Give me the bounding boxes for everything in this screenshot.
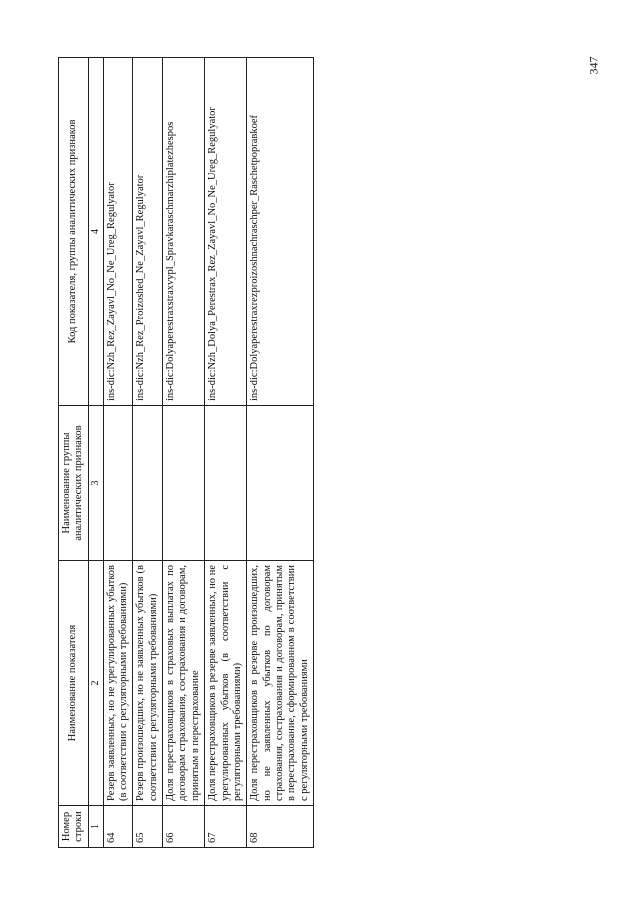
column-number: 3 [88,406,103,561]
table-header-row [59,58,89,848]
group-name [205,406,247,561]
header-indicator-name: Наименование показателя [59,561,89,806]
indicator-name: Резерв заявленных, но не урегулированных убытков (в соответствии с регуляторными требованиями) [103,561,133,806]
row-number: 64 [103,806,133,848]
page-number: 347 [586,56,601,75]
column-number: 1 [88,806,103,848]
indicator-code: ins-dic:Nzh_Dolya_Perestrax_Rez_Zayavl_No_Ne_Ureg_Regulyator [205,58,247,406]
table-row [205,58,247,848]
rotated-page-content [58,58,358,848]
indicator-code: ins-dic:Dolyaperestraxstraxvypl_Spravkaraschmarzhiplatezhespos [163,58,205,406]
group-name [247,406,314,561]
group-name [133,406,163,561]
table-row [103,58,133,848]
column-number: 2 [88,561,103,806]
indicator-table [58,57,314,848]
indicator-code: ins-dic:Nzh_Rez_Zayavl_No_Ne_Ureg_Regulyator [103,58,133,406]
column-number: 4 [88,58,103,406]
indicator-name: Доля перестраховщиков в резерве заявленных, но не урегулированных убытков (в соответствии с регуляторными требованиями) [205,561,247,806]
header-group-name: Наименование группы аналитических признаков [59,406,89,561]
column-number-row [88,58,103,848]
table-row [133,58,163,848]
header-row-number: Номер строки [59,806,89,848]
indicator-code: ins-dic:Dolyaperestraxrezproizoshnachraschper_Raschetpoprавkoef [247,58,314,406]
group-name [163,406,205,561]
table-row [163,58,205,848]
row-number: 65 [133,806,163,848]
indicator-code: ins-dic:Nzh_Rez_Proizoshed_Ne_Zayavl_Regulyator [133,58,163,406]
table-row [247,58,314,848]
header-code: Код показателя, группы аналитических признаков [59,58,89,406]
indicator-name: Доля перестраховщиков в страховых выплатах по договорам страхования, сострахования и договорам, принятым в перестрахование [163,561,205,806]
indicator-name: Доля перестраховщиков в резерве произошедших, но не заявленных убытков по договорам страхования, сострахования и договорам, принятым в перестрахование, сформированном в соответствии с регуляторными требованиями [247,561,314,806]
row-number: 67 [205,806,247,848]
row-number: 66 [163,806,205,848]
indicator-name: Резерв произошедших, но не заявленных убытков (в соответствии с регуляторными требованиями) [133,561,163,806]
group-name [103,406,133,561]
row-number: 68 [247,806,314,848]
